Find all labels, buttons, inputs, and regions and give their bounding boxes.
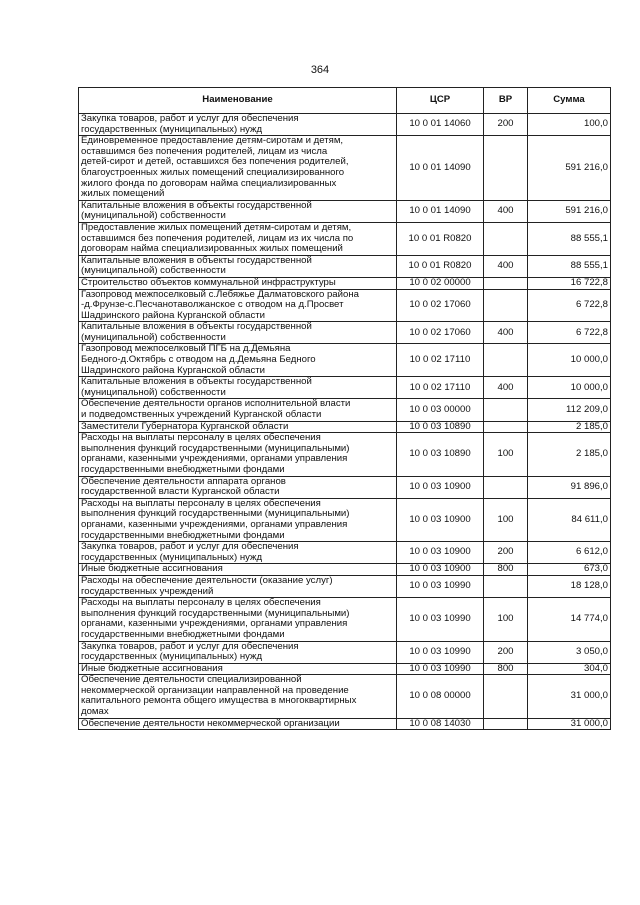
row-name: Капитальные вложения в объекты государственной (муниципальной) собственности: [79, 377, 397, 399]
row-vr: 100: [484, 498, 528, 541]
row-csr: 10 0 03 00000: [397, 399, 484, 421]
row-vr: 200: [484, 641, 528, 663]
row-csr: 10 0 03 10990: [397, 641, 484, 663]
row-vr: [484, 675, 528, 718]
table-row: [79, 575, 611, 597]
row-csr: 10 0 03 10900: [397, 564, 484, 576]
table-row: [79, 344, 611, 377]
row-csr: 10 0 01 R0820: [397, 222, 484, 255]
row-name: Газопровод межпоселковый ПГБ на д.Демьяна Бедного-д.Октябрь с отводом на д.Демьяна Бедного Шадринского района Курганской области: [79, 344, 397, 377]
row-vr: [484, 289, 528, 322]
table-row: [79, 277, 611, 289]
table-row: [79, 498, 611, 541]
row-sum: 91 896,0: [528, 476, 611, 498]
row-csr: 10 0 03 10990: [397, 663, 484, 675]
row-vr: 100: [484, 433, 528, 476]
table-row: [79, 200, 611, 222]
row-csr: 10 0 02 17110: [397, 377, 484, 399]
row-vr: [484, 476, 528, 498]
table-row: [79, 322, 611, 344]
row-vr: [484, 277, 528, 289]
row-vr: 200: [484, 542, 528, 564]
table-row: [79, 598, 611, 641]
row-name: Обеспечение деятельности некоммерческой организации: [79, 718, 397, 730]
row-vr: [484, 399, 528, 421]
row-name: Капитальные вложения в объекты государственной (муниципальной) собственности: [79, 200, 397, 222]
table-row: [79, 421, 611, 433]
row-vr: [484, 344, 528, 377]
row-sum: 2 185,0: [528, 421, 611, 433]
row-name: Газопровод межпоселковый с.Лебяжье Далматовского района -д.Фрунзе-с.Песчанотаволжанское с отводом на д.Просвет Шадринского района Курганской области: [79, 289, 397, 322]
row-csr: 10 0 03 10890: [397, 433, 484, 476]
row-vr: 400: [484, 255, 528, 277]
row-sum: 6 612,0: [528, 542, 611, 564]
row-csr: 10 0 02 00000: [397, 277, 484, 289]
row-csr: 10 0 03 10900: [397, 542, 484, 564]
row-csr: 10 0 03 10900: [397, 476, 484, 498]
row-name: Закупка товаров, работ и услуг для обеспечения государственных (муниципальных) нужд: [79, 542, 397, 564]
row-name: Расходы на обеспечение деятельности (оказание услуг) государственных учреждений: [79, 575, 397, 597]
row-sum: 31 000,0: [528, 675, 611, 718]
table-row: [79, 718, 611, 730]
table-row: [79, 377, 611, 399]
row-sum: 6 722,8: [528, 322, 611, 344]
row-vr: [484, 136, 528, 201]
row-csr: 10 0 01 14060: [397, 114, 484, 136]
row-vr: 400: [484, 377, 528, 399]
row-sum: 16 722,8: [528, 277, 611, 289]
row-sum: 10 000,0: [528, 377, 611, 399]
page-number: 364: [310, 64, 330, 76]
row-sum: 6 722,8: [528, 289, 611, 322]
row-vr: [484, 718, 528, 730]
row-name: Капитальные вложения в объекты государственной (муниципальной) собственности: [79, 322, 397, 344]
row-sum: 112 209,0: [528, 399, 611, 421]
row-csr: 10 0 03 10990: [397, 575, 484, 597]
row-sum: 84 611,0: [528, 498, 611, 541]
row-sum: 100,0: [528, 114, 611, 136]
table-row: [79, 222, 611, 255]
row-name: Иные бюджетные ассигнования: [79, 663, 397, 675]
row-name: Единовременное предоставление детям-сиротам и детям, оставшимся без попечения родителей, лицам из числа детей-сирот и детей, оставшихся без попечения родителей, благоустроенных жилых помещений специализированного жилого фонда по договорам найма специализированных жилых помещений: [79, 136, 397, 201]
row-sum: 304,0: [528, 663, 611, 675]
row-name: Заместители Губернатора Курганской области: [79, 421, 397, 433]
header-csr: ЦСР: [397, 88, 484, 114]
row-vr: 800: [484, 564, 528, 576]
row-vr: [484, 222, 528, 255]
table-row: [79, 641, 611, 663]
row-vr: [484, 421, 528, 433]
table-row: [79, 564, 611, 576]
table-row: [79, 433, 611, 476]
row-csr: 10 0 03 10990: [397, 598, 484, 641]
row-name: Закупка товаров, работ и услуг для обеспечения государственных (муниципальных) нужд: [79, 641, 397, 663]
row-name: Капитальные вложения в объекты государственной (муниципальной) собственности: [79, 255, 397, 277]
row-vr: 200: [484, 114, 528, 136]
row-vr: [484, 575, 528, 597]
row-name: Строительство объектов коммунальной инфраструктуры: [79, 277, 397, 289]
row-name: Обеспечение деятельности органов исполнительной власти и подведомственных учреждений Курганской области: [79, 399, 397, 421]
table-header-row: [79, 88, 611, 114]
table-row: [79, 255, 611, 277]
row-csr: 10 0 02 17060: [397, 289, 484, 322]
row-name: Расходы на выплаты персоналу в целях обеспечения выполнения функций государственными (муниципальными) органами, казенными учреждениями, органами управления государственными внебюджетными фондами: [79, 498, 397, 541]
table-row: [79, 476, 611, 498]
table-row: [79, 289, 611, 322]
row-csr: 10 0 02 17060: [397, 322, 484, 344]
row-vr: 100: [484, 598, 528, 641]
row-vr: 400: [484, 322, 528, 344]
row-sum: 591 216,0: [528, 200, 611, 222]
row-sum: 10 000,0: [528, 344, 611, 377]
budget-table: [78, 87, 611, 730]
header-sum: Сумма: [528, 88, 611, 114]
row-name: Закупка товаров, работ и услуг для обеспечения государственных (муниципальных) нужд: [79, 114, 397, 136]
row-csr: 10 0 03 10900: [397, 498, 484, 541]
row-sum: 31 000,0: [528, 718, 611, 730]
row-sum: 3 050,0: [528, 641, 611, 663]
row-vr: 800: [484, 663, 528, 675]
row-sum: 14 774,0: [528, 598, 611, 641]
row-sum: 88 555,1: [528, 255, 611, 277]
row-csr: 10 0 01 14090: [397, 136, 484, 201]
row-csr: 10 0 03 10890: [397, 421, 484, 433]
table-row: [79, 399, 611, 421]
header-name: Наименование: [79, 88, 397, 114]
row-name: Обеспечение деятельности аппарата органов государственной власти Курганской области: [79, 476, 397, 498]
row-name: Расходы на выплаты персоналу в целях обеспечения выполнения функций государственными (муниципальными) органами, казенными учреждениями, органами управления государственными внебюджетными фондами: [79, 598, 397, 641]
table-row: [79, 114, 611, 136]
row-name: Расходы на выплаты персоналу в целях обеспечения выполнения функций государственными (муниципальными) органами, казенными учреждениями, органами управления государственными внебюджетными фондами: [79, 433, 397, 476]
row-sum: 18 128,0: [528, 575, 611, 597]
table-row: [79, 542, 611, 564]
row-csr: 10 0 02 17110: [397, 344, 484, 377]
table-row: [79, 663, 611, 675]
row-sum: 673,0: [528, 564, 611, 576]
row-vr: 400: [484, 200, 528, 222]
header-vr: ВР: [484, 88, 528, 114]
row-name: Обеспечение деятельности специализированной некоммерческой организации направленной на проведение капитального ремонта общего имущества в многоквартирных домах: [79, 675, 397, 718]
table-row: [79, 136, 611, 201]
row-name: Предоставление жилых помещений детям-сиротам и детям, оставшимся без попечения родителей, лицам из их числа по договорам найма специализированных жилых помещений: [79, 222, 397, 255]
row-sum: 591 216,0: [528, 136, 611, 201]
row-sum: 88 555,1: [528, 222, 611, 255]
row-sum: 2 185,0: [528, 433, 611, 476]
row-csr: 10 0 01 14090: [397, 200, 484, 222]
table-row: [79, 675, 611, 718]
row-csr: 10 0 01 R0820: [397, 255, 484, 277]
row-csr: 10 0 08 00000: [397, 675, 484, 718]
row-csr: 10 0 08 14030: [397, 718, 484, 730]
row-name: Иные бюджетные ассигнования: [79, 564, 397, 576]
